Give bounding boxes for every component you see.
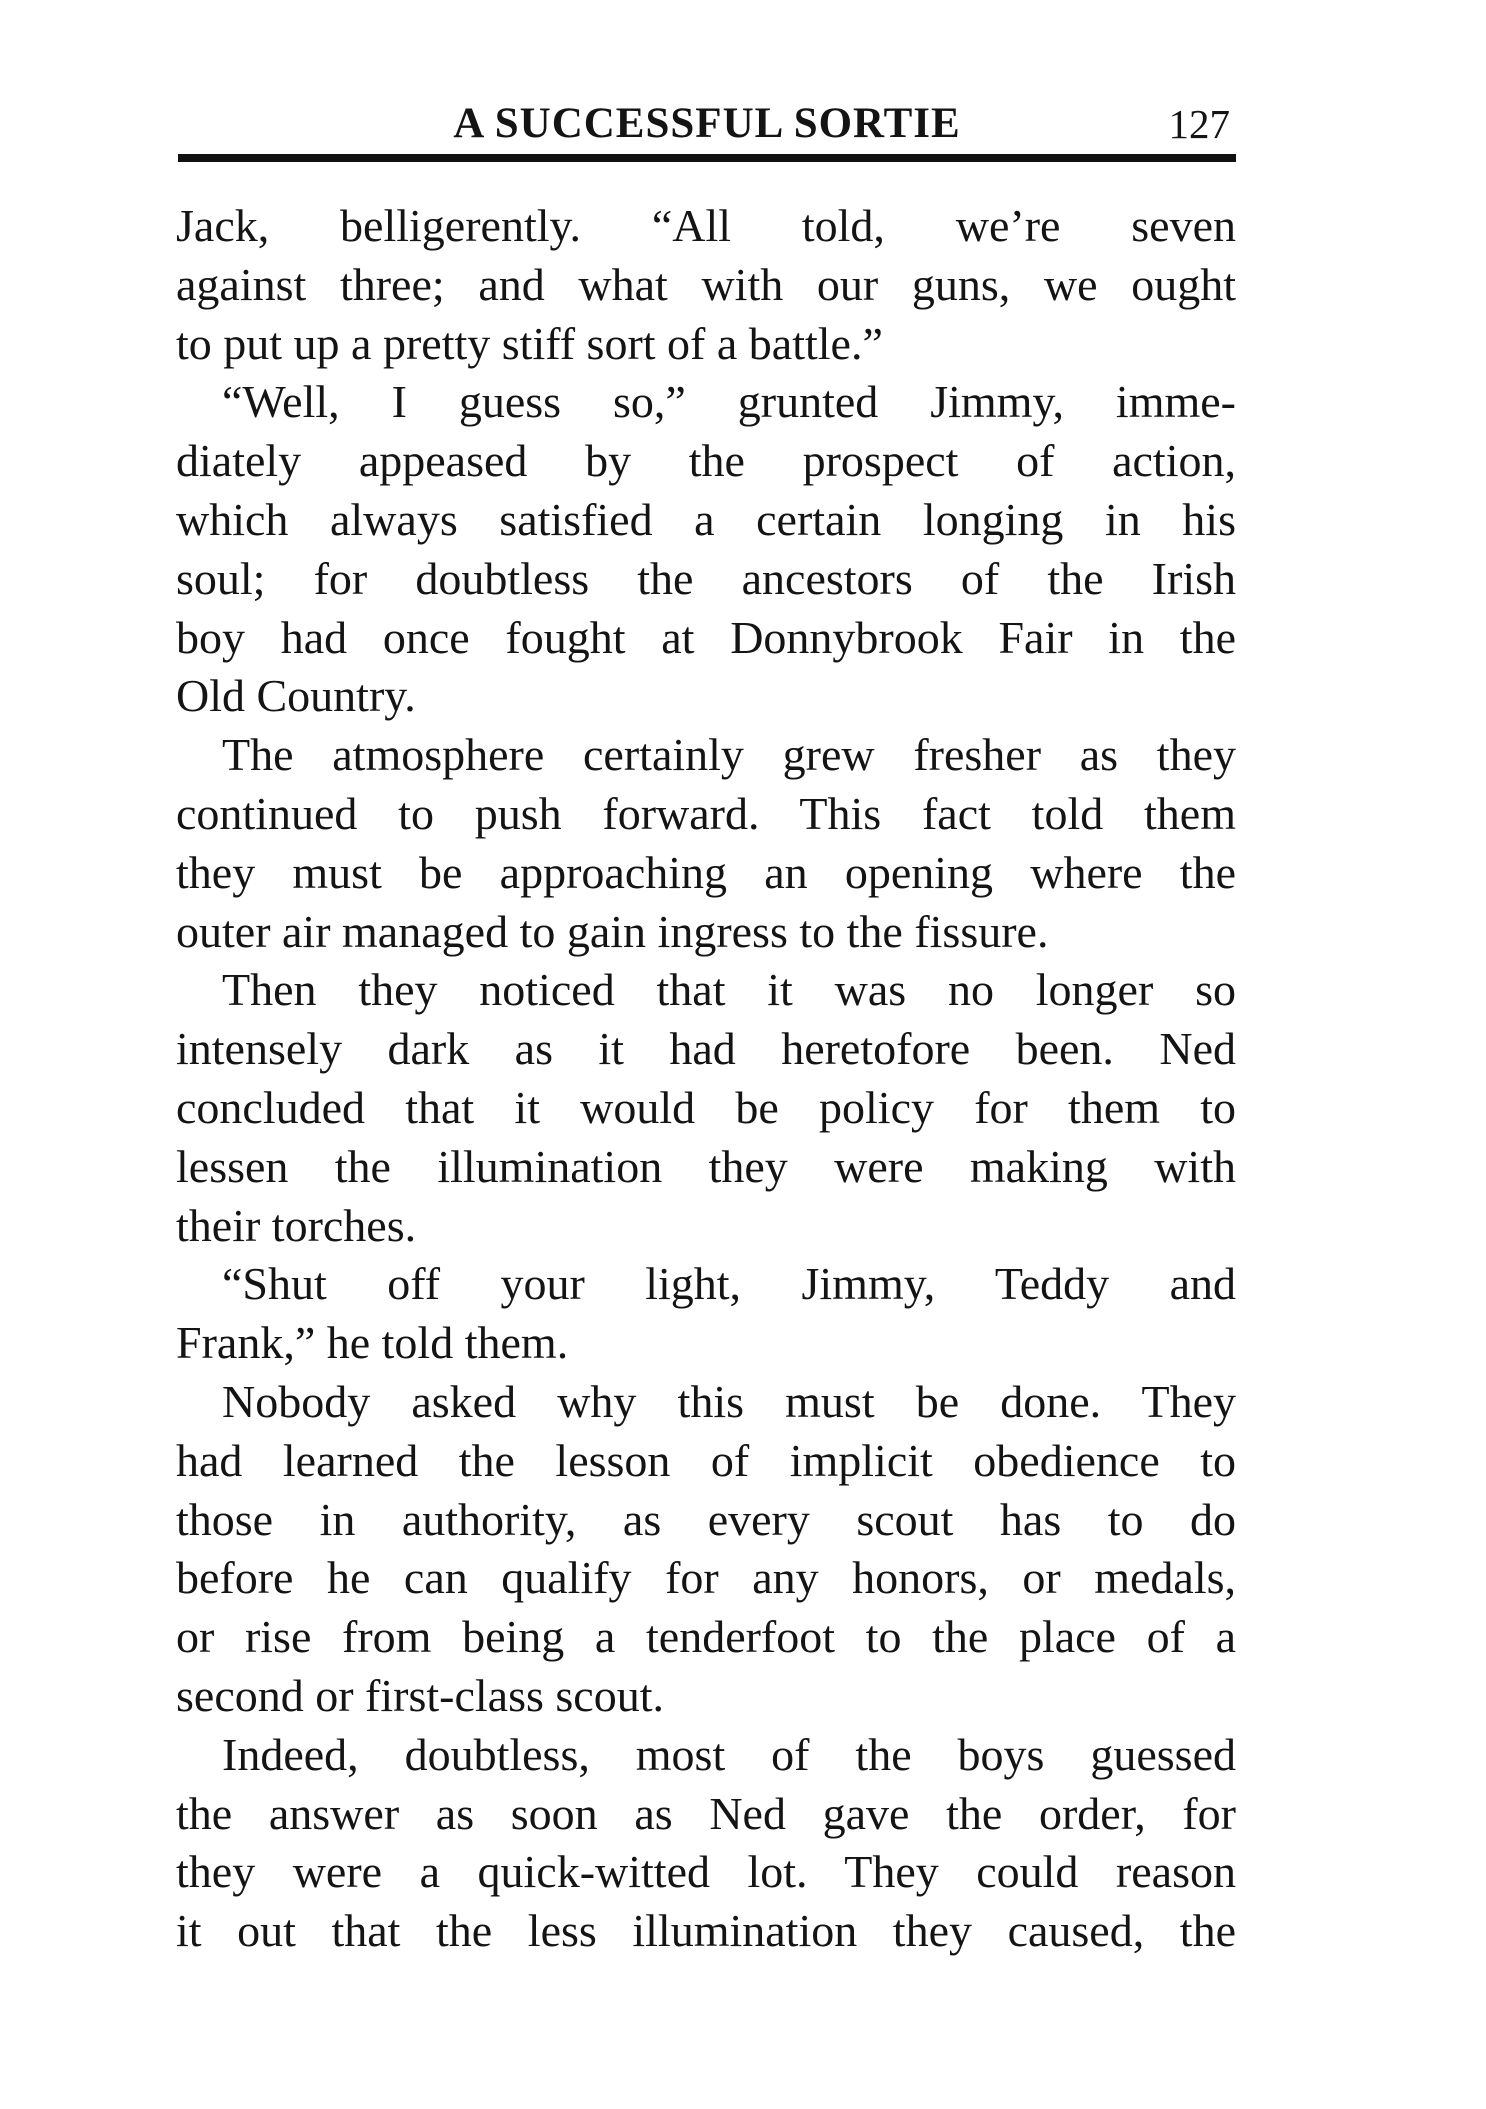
text-line: those in authority, as every scout has to do bbox=[176, 1493, 1236, 1545]
text-line: or rise from being a tenderfoot to the place of a bbox=[176, 1611, 1236, 1663]
text-line: Old Country. bbox=[176, 670, 416, 722]
text-line: Indeed, doubtless, most of the boys guessed bbox=[222, 1728, 1236, 1780]
body-text bbox=[176, 197, 1236, 1961]
page-number: 127 bbox=[1168, 101, 1230, 147]
text-line: the answer as soon as Ned gave the order, for bbox=[176, 1787, 1236, 1839]
text-line: Then they noticed that it was no longer so bbox=[222, 964, 1236, 1016]
text-line: outer air managed to gain ingress to the fissure. bbox=[176, 905, 1049, 957]
text-line: “Shut off your light, Jimmy, Teddy and bbox=[222, 1258, 1236, 1310]
text-line: to put up a pretty stiff sort of a battle.” bbox=[176, 317, 883, 369]
header-rule bbox=[178, 154, 1236, 162]
text-line: boy had once fought at Donnybrook Fair in the bbox=[176, 611, 1236, 663]
text-line: against three; and what with our guns, we ought bbox=[176, 258, 1236, 310]
text-line: Nobody asked why this must be done. They bbox=[222, 1375, 1236, 1427]
text-line: before he can qualify for any honors, or medals, bbox=[176, 1552, 1236, 1604]
paragraph bbox=[176, 1373, 1236, 1726]
paragraph bbox=[176, 726, 1236, 961]
text-line: Frank,” he told them. bbox=[176, 1317, 569, 1369]
text-line: lessen the illumination they were making with bbox=[176, 1140, 1236, 1192]
paragraph bbox=[176, 1255, 1236, 1373]
text-line: continued to push forward. This fact told them bbox=[176, 787, 1236, 839]
text-line: they must be approaching an opening where the bbox=[176, 846, 1236, 898]
text-line: diately appeased by the prospect of action, bbox=[176, 435, 1236, 487]
text-line: “Well, I guess so,” grunted Jimmy, imme- bbox=[222, 376, 1236, 428]
paragraph bbox=[176, 961, 1236, 1255]
paragraph bbox=[176, 373, 1236, 726]
text-line: concluded that it would be policy for them to bbox=[176, 1081, 1236, 1133]
text-line: it out that the less illumination they caused, the bbox=[176, 1905, 1236, 1957]
running-title: A SUCCESSFUL SORTIE bbox=[453, 100, 961, 147]
text-line: intensely dark as it had heretofore been. Ned bbox=[176, 1023, 1236, 1075]
text-line: The atmosphere certainly grew fresher as they bbox=[222, 729, 1236, 781]
text-line: had learned the lesson of implicit obedience to bbox=[176, 1434, 1236, 1486]
page-header bbox=[178, 92, 1236, 156]
text-line: second or first-class scout. bbox=[176, 1669, 664, 1721]
paragraph bbox=[176, 1726, 1236, 1961]
text-line: which always satisfied a certain longing in his bbox=[176, 493, 1236, 545]
text-line: soul; for doubtless the ancestors of the Irish bbox=[176, 552, 1236, 604]
text-line: they were a quick-witted lot. They could reason bbox=[176, 1846, 1236, 1898]
text-line: their torches. bbox=[176, 1199, 417, 1251]
text-line: Jack, belligerently. “All told, we’re seven bbox=[176, 200, 1236, 251]
paragraph bbox=[176, 197, 1236, 373]
